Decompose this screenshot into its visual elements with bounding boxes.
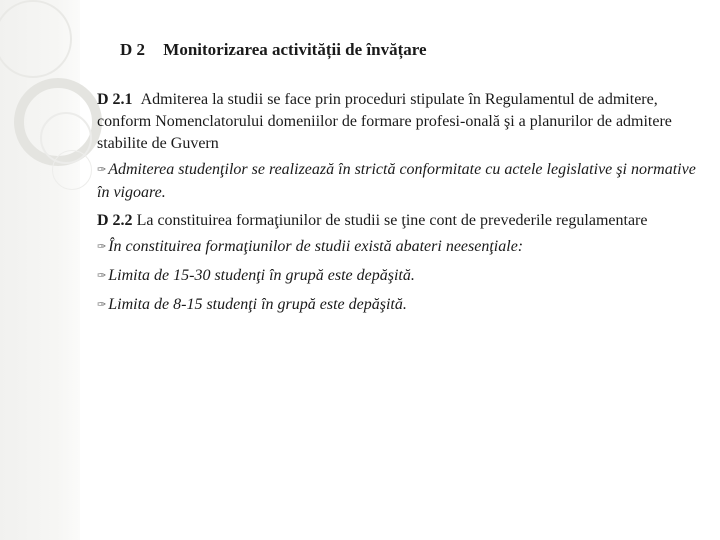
bullet-text: Limita de 15-30 studenţi în grupă este depăşită. [108,267,415,284]
paragraph-text: La constituirea formaţiunilor de studii se ţine cont de prevederile regulamentare [136,212,648,229]
paragraph-text: Admiterea la studii se face prin proceduri stipulate în Regulamentul de admitere, conform Nomenclatorului domeniilor de formare profesi-onală şi a planurilor de admitere stabilite de Guvern [97,91,672,152]
paragraph-d21 [97,89,697,155]
title-text: Monitorizarea activității de învățare [163,40,427,59]
bullet-icon: ✑ [97,240,107,253]
bullet-item [97,159,697,204]
slide-title [120,40,700,60]
bullet-item [97,294,697,317]
slide-content [97,89,697,323]
bullet-icon: ✑ [97,269,107,282]
bullet-item [97,236,697,259]
paragraph-d22 [97,210,697,232]
paragraph-code: D 2.1 [97,91,133,108]
bullet-text: Limita de 8-15 studenţi în grupă este depăşită. [108,296,407,313]
bullet-text: Admiterea studenţilor se realizează în strictă conformitate cu actele legislative şi normative în vigoare. [97,161,696,201]
paragraph-code: D 2.2 [97,212,133,229]
bullet-icon: ✑ [97,298,107,311]
bullet-item [97,265,697,288]
bullet-text: În constituirea formaţiunilor de studii există abateri neesenţiale: [108,238,524,255]
title-code: D 2 [120,40,146,59]
bullet-icon: ✑ [97,163,107,176]
decorative-ring [52,150,92,190]
